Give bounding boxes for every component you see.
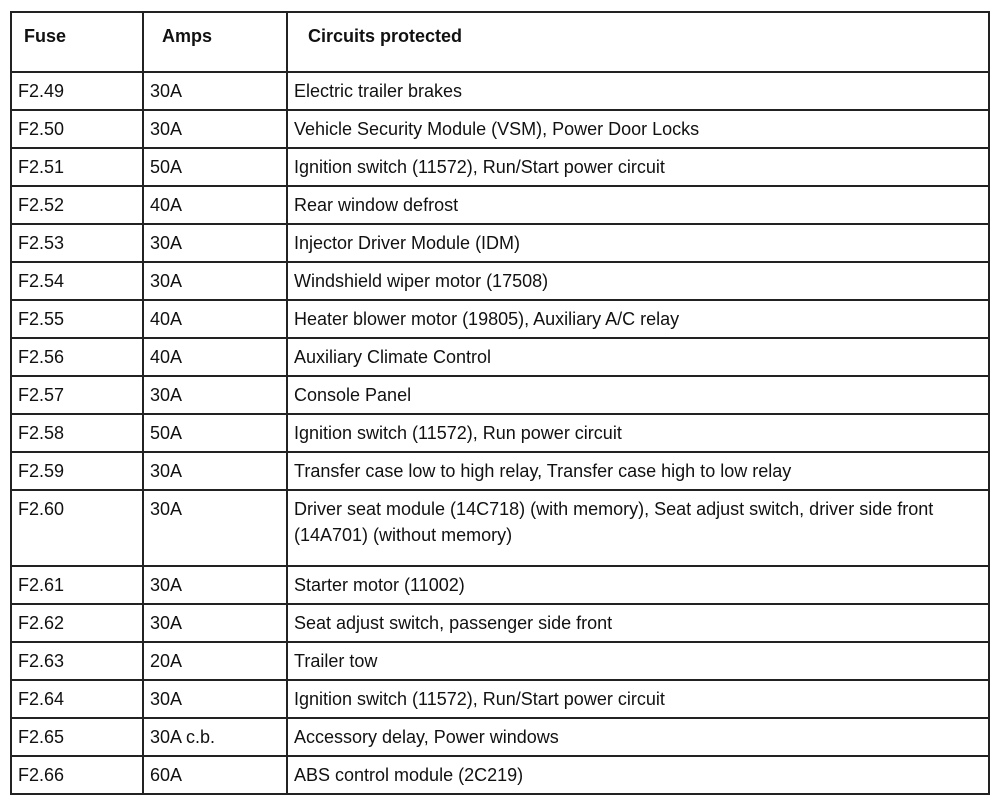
fuse-cell: F2.54 xyxy=(11,262,143,300)
fuse-cell: F2.66 xyxy=(11,756,143,794)
table-row xyxy=(11,414,989,452)
amps-cell: 30A xyxy=(143,224,287,262)
table-row xyxy=(11,148,989,186)
table-row xyxy=(11,680,989,718)
amps-cell: 30A c.b. xyxy=(143,718,287,756)
table-row xyxy=(11,718,989,756)
table-row xyxy=(11,376,989,414)
amps-cell: 40A xyxy=(143,300,287,338)
amps-cell: 30A xyxy=(143,680,287,718)
circuits-cell: Windshield wiper motor (17508) xyxy=(287,262,989,300)
fuse-cell: F2.58 xyxy=(11,414,143,452)
amps-cell: 30A xyxy=(143,452,287,490)
table-row xyxy=(11,300,989,338)
amps-cell: 30A xyxy=(143,376,287,414)
amps-cell: 30A xyxy=(143,110,287,148)
fuse-cell: F2.61 xyxy=(11,566,143,604)
circuits-cell: Transfer case low to high relay, Transfer case high to low relay xyxy=(287,452,989,490)
fuse-cell: F2.59 xyxy=(11,452,143,490)
fuse-cell: F2.60 xyxy=(11,490,143,566)
fuse-cell: F2.55 xyxy=(11,300,143,338)
fuse-cell: F2.62 xyxy=(11,604,143,642)
fuse-cell: F2.53 xyxy=(11,224,143,262)
amps-cell: 40A xyxy=(143,338,287,376)
fuse-cell: F2.56 xyxy=(11,338,143,376)
header-row xyxy=(11,12,989,72)
circuits-cell: Accessory delay, Power windows xyxy=(287,718,989,756)
fuse-cell: F2.52 xyxy=(11,186,143,224)
circuits-cell: Console Panel xyxy=(287,376,989,414)
table-row xyxy=(11,642,989,680)
table-row xyxy=(11,756,989,794)
amps-cell: 50A xyxy=(143,148,287,186)
amps-cell: 40A xyxy=(143,186,287,224)
circuits-cell: Starter motor (11002) xyxy=(287,566,989,604)
table-row xyxy=(11,262,989,300)
header-circuits: Circuits protected xyxy=(287,12,989,72)
circuits-cell: Driver seat module (14C718) (with memory), Seat adjust switch, driver side front (14A701) (without memory) xyxy=(287,490,989,566)
table-row xyxy=(11,604,989,642)
circuits-cell: Electric trailer brakes xyxy=(287,72,989,110)
circuits-cell: Auxiliary Climate Control xyxy=(287,338,989,376)
amps-cell: 30A xyxy=(143,566,287,604)
circuits-cell: Rear window defrost xyxy=(287,186,989,224)
fuse-cell: F2.49 xyxy=(11,72,143,110)
circuits-cell: Heater blower motor (19805), Auxiliary A/C relay xyxy=(287,300,989,338)
circuits-cell: ABS control module (2C219) xyxy=(287,756,989,794)
circuits-cell: Seat adjust switch, passenger side front xyxy=(287,604,989,642)
table-row xyxy=(11,224,989,262)
fuse-cell: F2.51 xyxy=(11,148,143,186)
table-row xyxy=(11,338,989,376)
fuse-cell: F2.65 xyxy=(11,718,143,756)
fuse-cell: F2.63 xyxy=(11,642,143,680)
circuits-cell: Injector Driver Module (IDM) xyxy=(287,224,989,262)
circuits-cell: Trailer tow xyxy=(287,642,989,680)
amps-cell: 60A xyxy=(143,756,287,794)
amps-cell: 30A xyxy=(143,262,287,300)
circuits-cell: Ignition switch (11572), Run power circuit xyxy=(287,414,989,452)
header-fuse: Fuse xyxy=(11,12,143,72)
header-amps: Amps xyxy=(143,12,287,72)
table-row xyxy=(11,490,989,566)
fuse-cell: F2.64 xyxy=(11,680,143,718)
circuits-cell: Ignition switch (11572), Run/Start power circuit xyxy=(287,680,989,718)
amps-cell: 30A xyxy=(143,72,287,110)
amps-cell: 50A xyxy=(143,414,287,452)
circuits-cell: Ignition switch (11572), Run/Start power circuit xyxy=(287,148,989,186)
table-row xyxy=(11,110,989,148)
table-row xyxy=(11,452,989,490)
amps-cell: 20A xyxy=(143,642,287,680)
fuse-table xyxy=(10,11,990,795)
fuse-cell: F2.50 xyxy=(11,110,143,148)
table-row xyxy=(11,72,989,110)
amps-cell: 30A xyxy=(143,604,287,642)
table-row xyxy=(11,566,989,604)
circuits-cell: Vehicle Security Module (VSM), Power Door Locks xyxy=(287,110,989,148)
table-row xyxy=(11,186,989,224)
amps-cell: 30A xyxy=(143,490,287,566)
fuse-cell: F2.57 xyxy=(11,376,143,414)
